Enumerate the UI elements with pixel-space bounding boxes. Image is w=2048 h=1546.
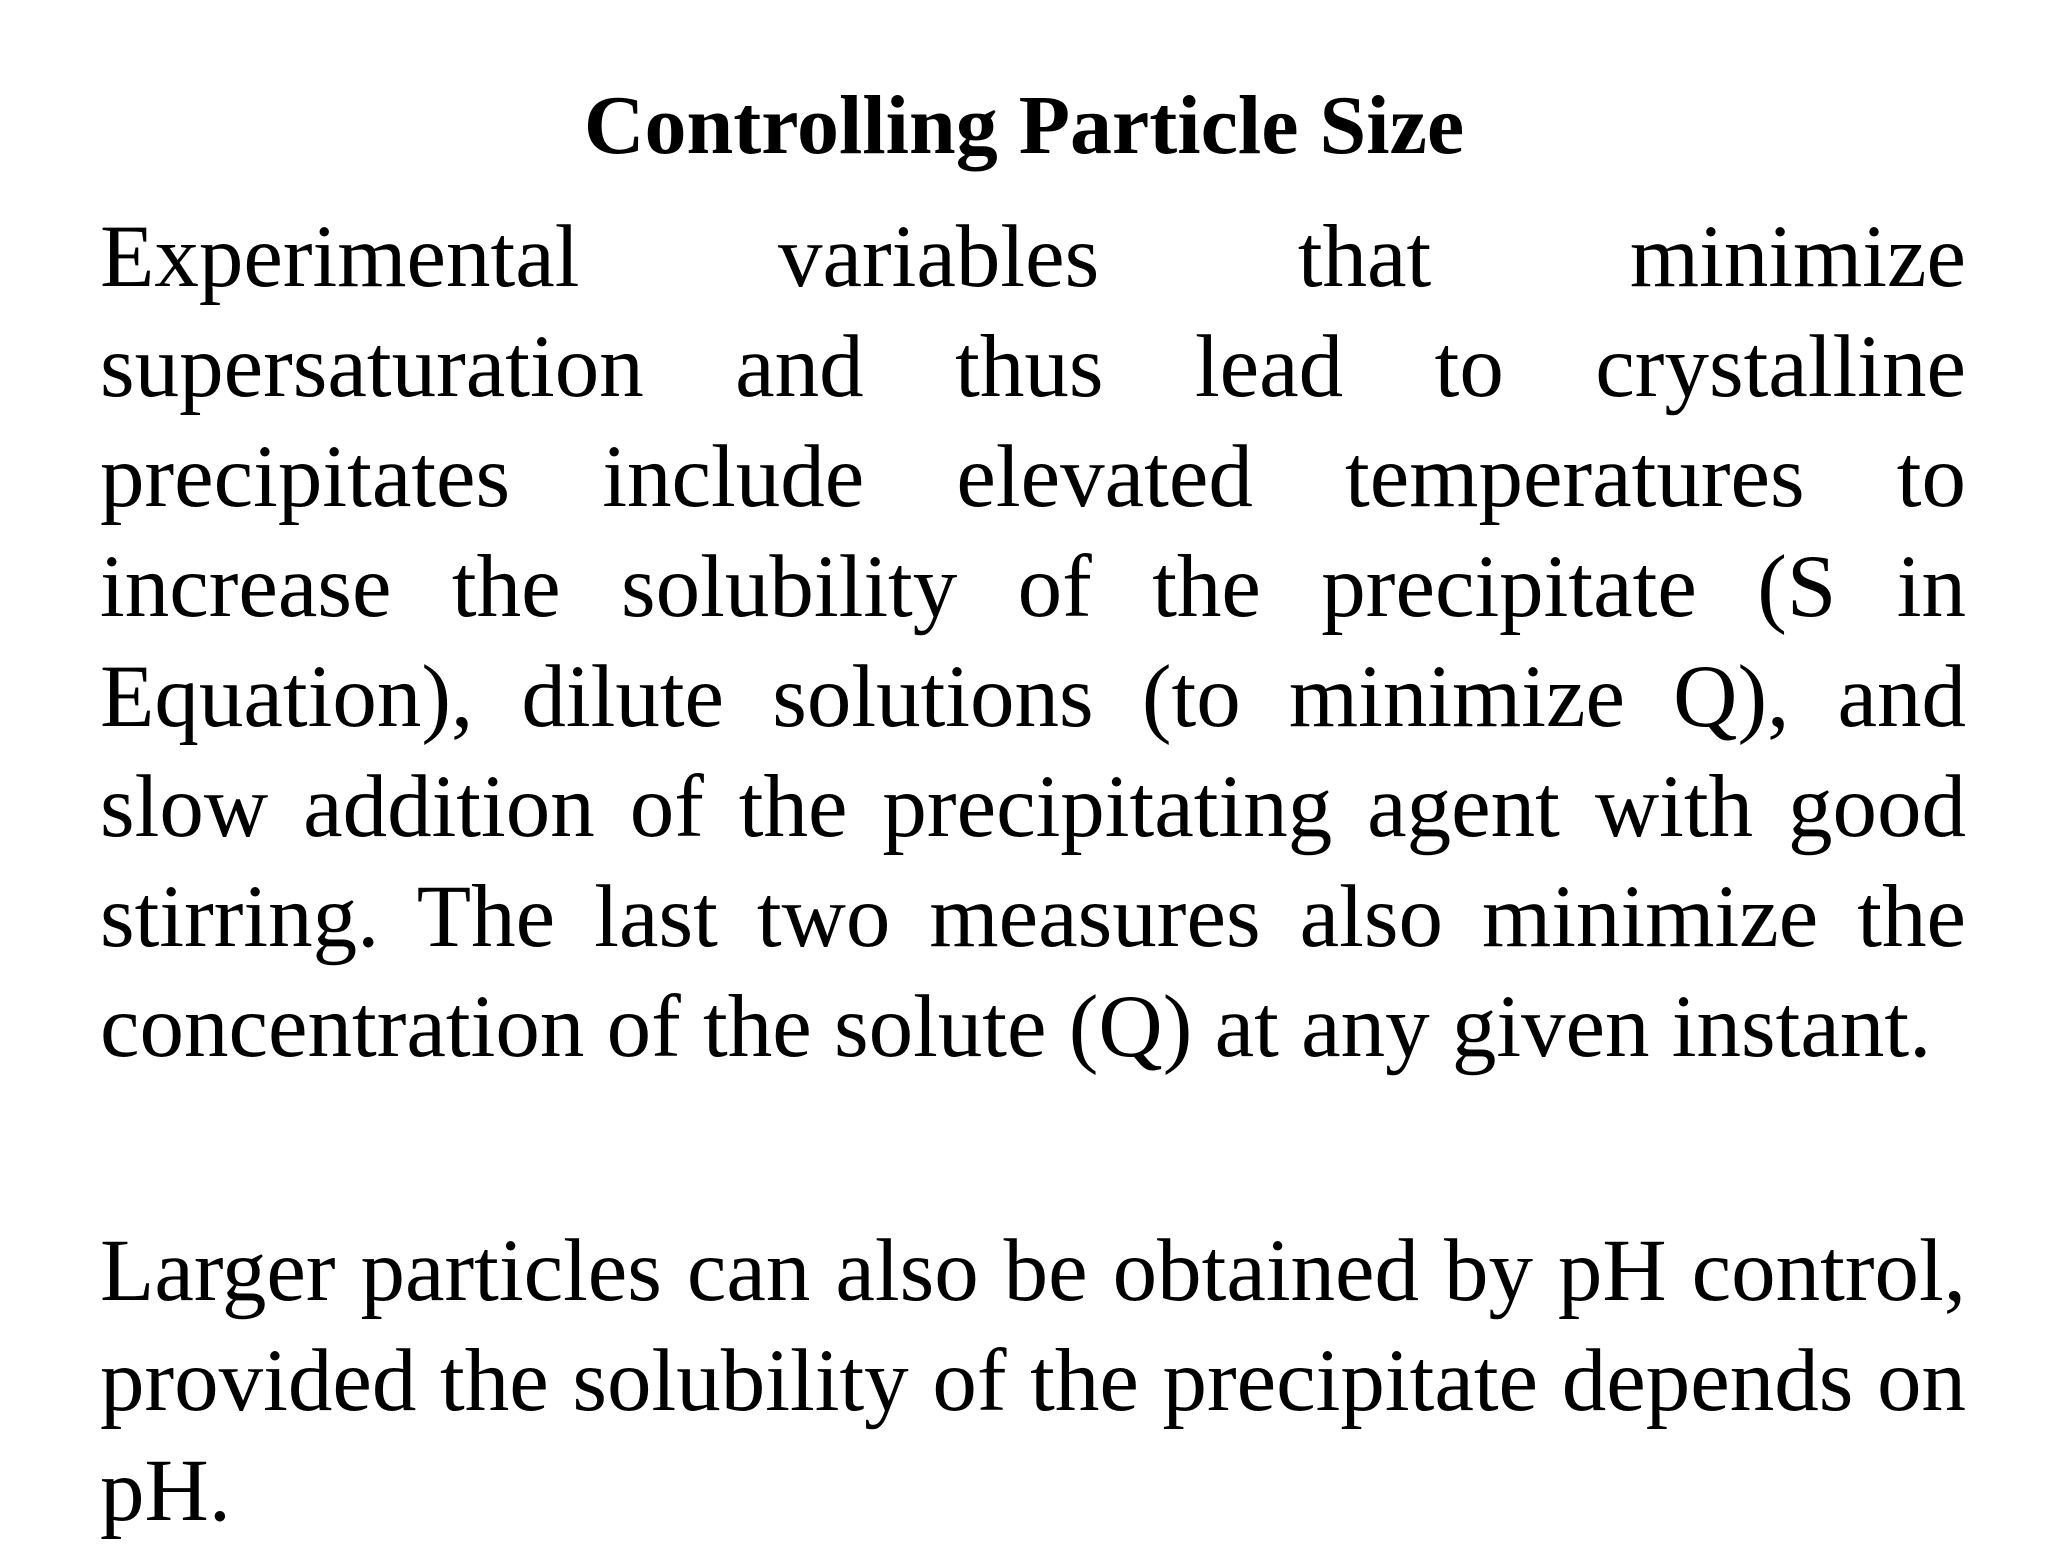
paragraph-supersaturation: Experimental variables that minimize supersaturation and thus lead to crystalline precipitates include elevated temperatures to increase the solubility of the precipitate (S in Equation), dilute solutions (to minimize Q), and slow addition of the precipitating agent with good stirring. The last two measures also minimize the concentration of the solute (Q) at any given instant. — [100, 208, 1966, 1076]
paragraph-ph-control: Larger particles can also be obtained by pH control, provided the solubility of the precipitate depends on pH. — [100, 1222, 1966, 1540]
slide-title: Controlling Particle Size — [583, 79, 1465, 172]
